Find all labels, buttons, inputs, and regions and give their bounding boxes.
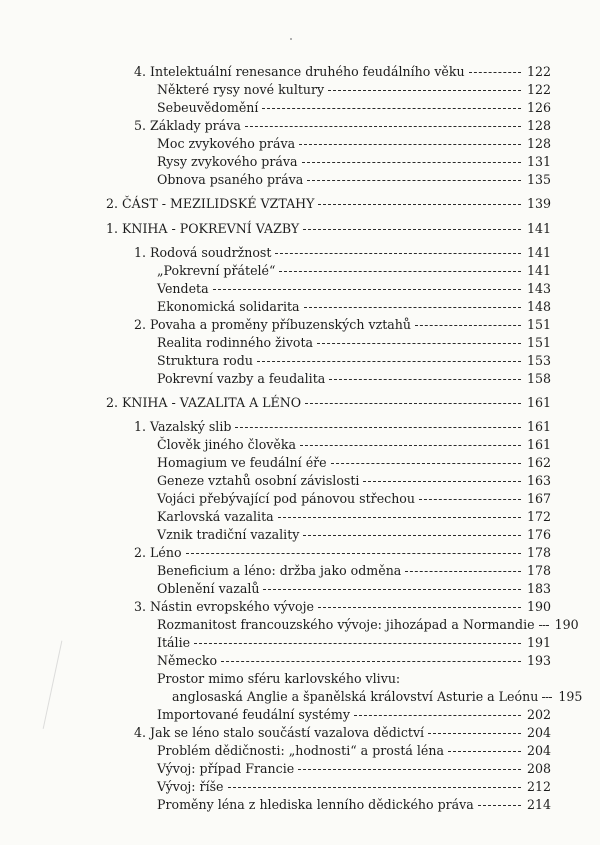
toc-entry-title: Importované feudální systémy — [157, 707, 350, 722]
toc-entry — [157, 299, 551, 315]
toc-entry-page: 122 — [526, 64, 551, 79]
toc-entry-page: 214 — [526, 797, 551, 812]
toc-entry-page: 178 — [526, 545, 551, 560]
toc-entry-title: „Pokrevní přátelé“ — [157, 263, 276, 278]
dot-leader — [186, 553, 521, 554]
toc-entry-page: 176 — [526, 527, 551, 542]
toc-entry-title: Vendeta — [157, 281, 209, 296]
toc-entry — [157, 761, 551, 777]
toc-entry-page: 153 — [526, 353, 551, 368]
toc-entry — [134, 64, 551, 80]
dot-leader — [317, 343, 521, 344]
toc-entry-title: 2. Povaha a proměny příbuzenských vztahů — [134, 317, 412, 332]
toc-entry-title: Prostor mimo sféru karlovského vlivu: — [157, 671, 401, 686]
toc-entry-page: 204 — [526, 725, 551, 740]
toc-part-heading — [106, 196, 551, 212]
toc-entry-page: 148 — [526, 299, 551, 314]
toc-entry — [157, 263, 551, 279]
toc-entry-title: 1. Vazalský slib — [134, 419, 232, 434]
toc-entry-title: Struktura rodu — [157, 353, 253, 368]
toc-entry — [157, 353, 551, 369]
dot-leader — [278, 517, 521, 518]
toc-entry-page: 163 — [526, 473, 551, 488]
toc-entry-page: 128 — [526, 136, 551, 151]
toc-entry-title: Obnova psaného práva — [157, 172, 304, 187]
toc-entry — [157, 371, 551, 387]
toc-entry — [157, 743, 551, 759]
toc-entry-title: 2. Léno — [134, 545, 182, 560]
toc-entry-page: 161 — [526, 419, 551, 434]
dot-leader — [298, 769, 521, 770]
toc-entry-title: Vývoj: říše — [157, 779, 224, 794]
toc-entry-title: Proměny léna z hlediska lenního dědického práva — [157, 797, 474, 812]
toc-entry-title: Rozmanitost francouzského vývoje: jihozápad a Normandie — [157, 617, 535, 632]
toc-entry-page: 167 — [526, 491, 551, 506]
toc-entry-page: 135 — [526, 172, 551, 187]
toc-entry-title: 4. Jak se léno stalo součástí vazalova dědictví — [134, 725, 425, 740]
toc-entry — [134, 545, 551, 561]
dot-leader — [448, 751, 521, 752]
toc-entry — [134, 245, 551, 261]
dot-leader — [405, 571, 521, 572]
toc-entry-page: 178 — [526, 563, 551, 578]
paper-speck — [290, 38, 292, 40]
toc-entry — [134, 317, 551, 333]
dot-leader — [235, 427, 521, 428]
toc-entry-title: Realita rodinného života — [157, 335, 314, 350]
dot-leader — [428, 733, 521, 734]
toc-entry-page: 141 — [526, 245, 551, 260]
toc-entry — [157, 437, 551, 453]
toc-entry — [157, 473, 551, 489]
dot-leader — [318, 204, 520, 205]
toc-entry-page: 141 — [526, 263, 551, 278]
toc-entry-title: Moc zvykového práva — [157, 136, 296, 151]
toc-entry-page: 131 — [526, 154, 551, 169]
toc-entry-page: 190 — [526, 599, 551, 614]
toc-entry — [157, 491, 551, 507]
dot-leader — [331, 463, 521, 464]
dot-leader — [419, 499, 521, 500]
toc-entry-page: 162 — [526, 455, 551, 470]
toc-entry — [157, 527, 551, 543]
dot-leader — [354, 715, 521, 716]
dot-leader — [329, 379, 521, 380]
toc-entry-title: 4. Intelektuální renesance druhého feudálního věku — [134, 64, 465, 79]
toc-entry — [157, 82, 551, 98]
toc-entry-title: Itálie — [157, 635, 191, 650]
toc-entry-title: 2. KNIHA - VAZALITA A LÉNO — [106, 395, 302, 410]
toc-entry-title: Geneze vztahů osobní závislosti — [157, 473, 360, 488]
dot-leader — [539, 625, 549, 626]
dot-leader — [307, 180, 521, 181]
toc-entry-title: Vojáci přebývající pod pánovou střechou — [157, 491, 416, 506]
toc-entry — [134, 419, 551, 435]
toc-entry-title: anglosaská Anglie a španělská království Asturie a Leónu — [172, 689, 539, 704]
toc-entry-title: Některé rysy nové kultury — [157, 82, 325, 97]
toc-entry-page: 161 — [526, 395, 551, 410]
toc-entry-title: Ekonomická solidarita — [157, 299, 300, 314]
dot-leader — [542, 697, 552, 698]
toc-entry-continued — [157, 671, 551, 687]
toc-entry-page: 190 — [554, 617, 579, 632]
toc-entry-page: 212 — [526, 779, 551, 794]
dot-leader — [194, 643, 521, 644]
toc-entry — [157, 136, 551, 152]
dot-leader — [469, 72, 521, 73]
toc-entry-page: 208 — [526, 761, 551, 776]
toc-entry-title: Německo — [157, 653, 218, 668]
toc-entry — [134, 118, 551, 134]
toc-entry — [134, 599, 551, 615]
toc-entry-title: Člověk jiného člověka — [157, 437, 297, 452]
toc-entry-title: Sebeuvědomění — [157, 100, 259, 115]
toc-entry-title: 1. Rodová soudržnost — [134, 245, 272, 260]
toc-entry-title: 3. Nástin evropského vývoje — [134, 599, 314, 614]
dot-leader — [318, 607, 521, 608]
toc-entry-page: 158 — [526, 371, 551, 386]
toc-entry — [157, 779, 551, 795]
dot-leader — [257, 361, 521, 362]
toc-entry-page: 193 — [526, 653, 551, 668]
toc-entry-title: Vývoj: případ Francie — [157, 761, 295, 776]
dot-leader — [299, 144, 521, 145]
toc-entry-page: 151 — [526, 335, 551, 350]
toc-entry — [157, 653, 551, 669]
dot-leader — [304, 307, 521, 308]
toc-entry-page: 191 — [526, 635, 551, 650]
dot-leader — [279, 271, 520, 272]
dot-leader — [478, 805, 521, 806]
toc-entry — [157, 172, 551, 188]
margin-pencil-mark — [43, 641, 65, 730]
dot-leader — [228, 787, 521, 788]
toc-entry-page: 204 — [526, 743, 551, 758]
toc-entry-page: 172 — [526, 509, 551, 524]
toc-entry — [157, 509, 551, 525]
toc-entry-title: Problém dědičnosti: „hodnosti“ a prostá léna — [157, 743, 444, 758]
toc-entry-page: 128 — [526, 118, 551, 133]
toc-entry-title: Pokrevní vazby a feudalita — [157, 371, 326, 386]
toc-entry-page: 202 — [526, 707, 551, 722]
toc-entry — [157, 100, 551, 116]
toc-entry-page: 143 — [526, 281, 551, 296]
toc-entry — [157, 635, 551, 651]
toc-entry — [157, 455, 551, 471]
dot-leader — [275, 253, 521, 254]
dot-leader — [221, 661, 521, 662]
toc-entry-title: 1. KNIHA - POKREVNÍ VAZBY — [106, 221, 300, 236]
dot-leader — [363, 481, 520, 482]
dot-leader — [263, 589, 520, 590]
toc-entry-page: 139 — [526, 196, 551, 211]
toc-entry — [157, 335, 551, 351]
toc-entry — [157, 617, 579, 633]
toc-entry — [134, 725, 551, 741]
toc-book-heading — [106, 395, 551, 411]
dot-leader — [305, 403, 521, 404]
dot-leader — [213, 289, 521, 290]
toc-entry-title: Homagium ve feudální éře — [157, 455, 327, 470]
toc-entry-title: Rysy zvykového práva — [157, 154, 298, 169]
toc-entry — [157, 797, 551, 813]
dot-leader — [303, 229, 521, 230]
toc-entry-title: Vznik tradiční vazality — [157, 527, 300, 542]
toc-entry-page: 151 — [526, 317, 551, 332]
toc-entry-title: Karlovská vazalita — [157, 509, 274, 524]
dot-leader — [303, 535, 521, 536]
dot-leader — [245, 126, 521, 127]
toc-entry-title: Beneficium a léno: držba jako odměna — [157, 563, 402, 578]
dot-leader — [328, 90, 521, 91]
toc-entry-page: 195 — [558, 689, 583, 704]
toc-entry-title: Oblenění vazalů — [157, 581, 260, 596]
toc-entry-title: 5. Základy práva — [134, 118, 241, 133]
toc-entry-page: 183 — [526, 581, 551, 596]
toc-entry-page: 122 — [526, 82, 551, 97]
dot-leader — [300, 445, 521, 446]
toc-entry — [157, 563, 551, 579]
toc-book-heading — [106, 221, 551, 237]
toc-entry — [172, 689, 583, 705]
toc-entry-page: 161 — [526, 437, 551, 452]
toc-entry — [157, 581, 551, 597]
dot-leader — [262, 108, 521, 109]
toc-entry-page: 126 — [526, 100, 551, 115]
toc-entry — [157, 707, 551, 723]
dot-leader — [302, 162, 521, 163]
toc-entry — [157, 154, 551, 170]
toc-entry — [157, 281, 551, 297]
toc-entry-title: 2. ČÁST - MEZILIDSKÉ VZTAHY — [106, 196, 315, 211]
dot-leader — [415, 325, 521, 326]
toc-entry-page: 141 — [526, 221, 551, 236]
